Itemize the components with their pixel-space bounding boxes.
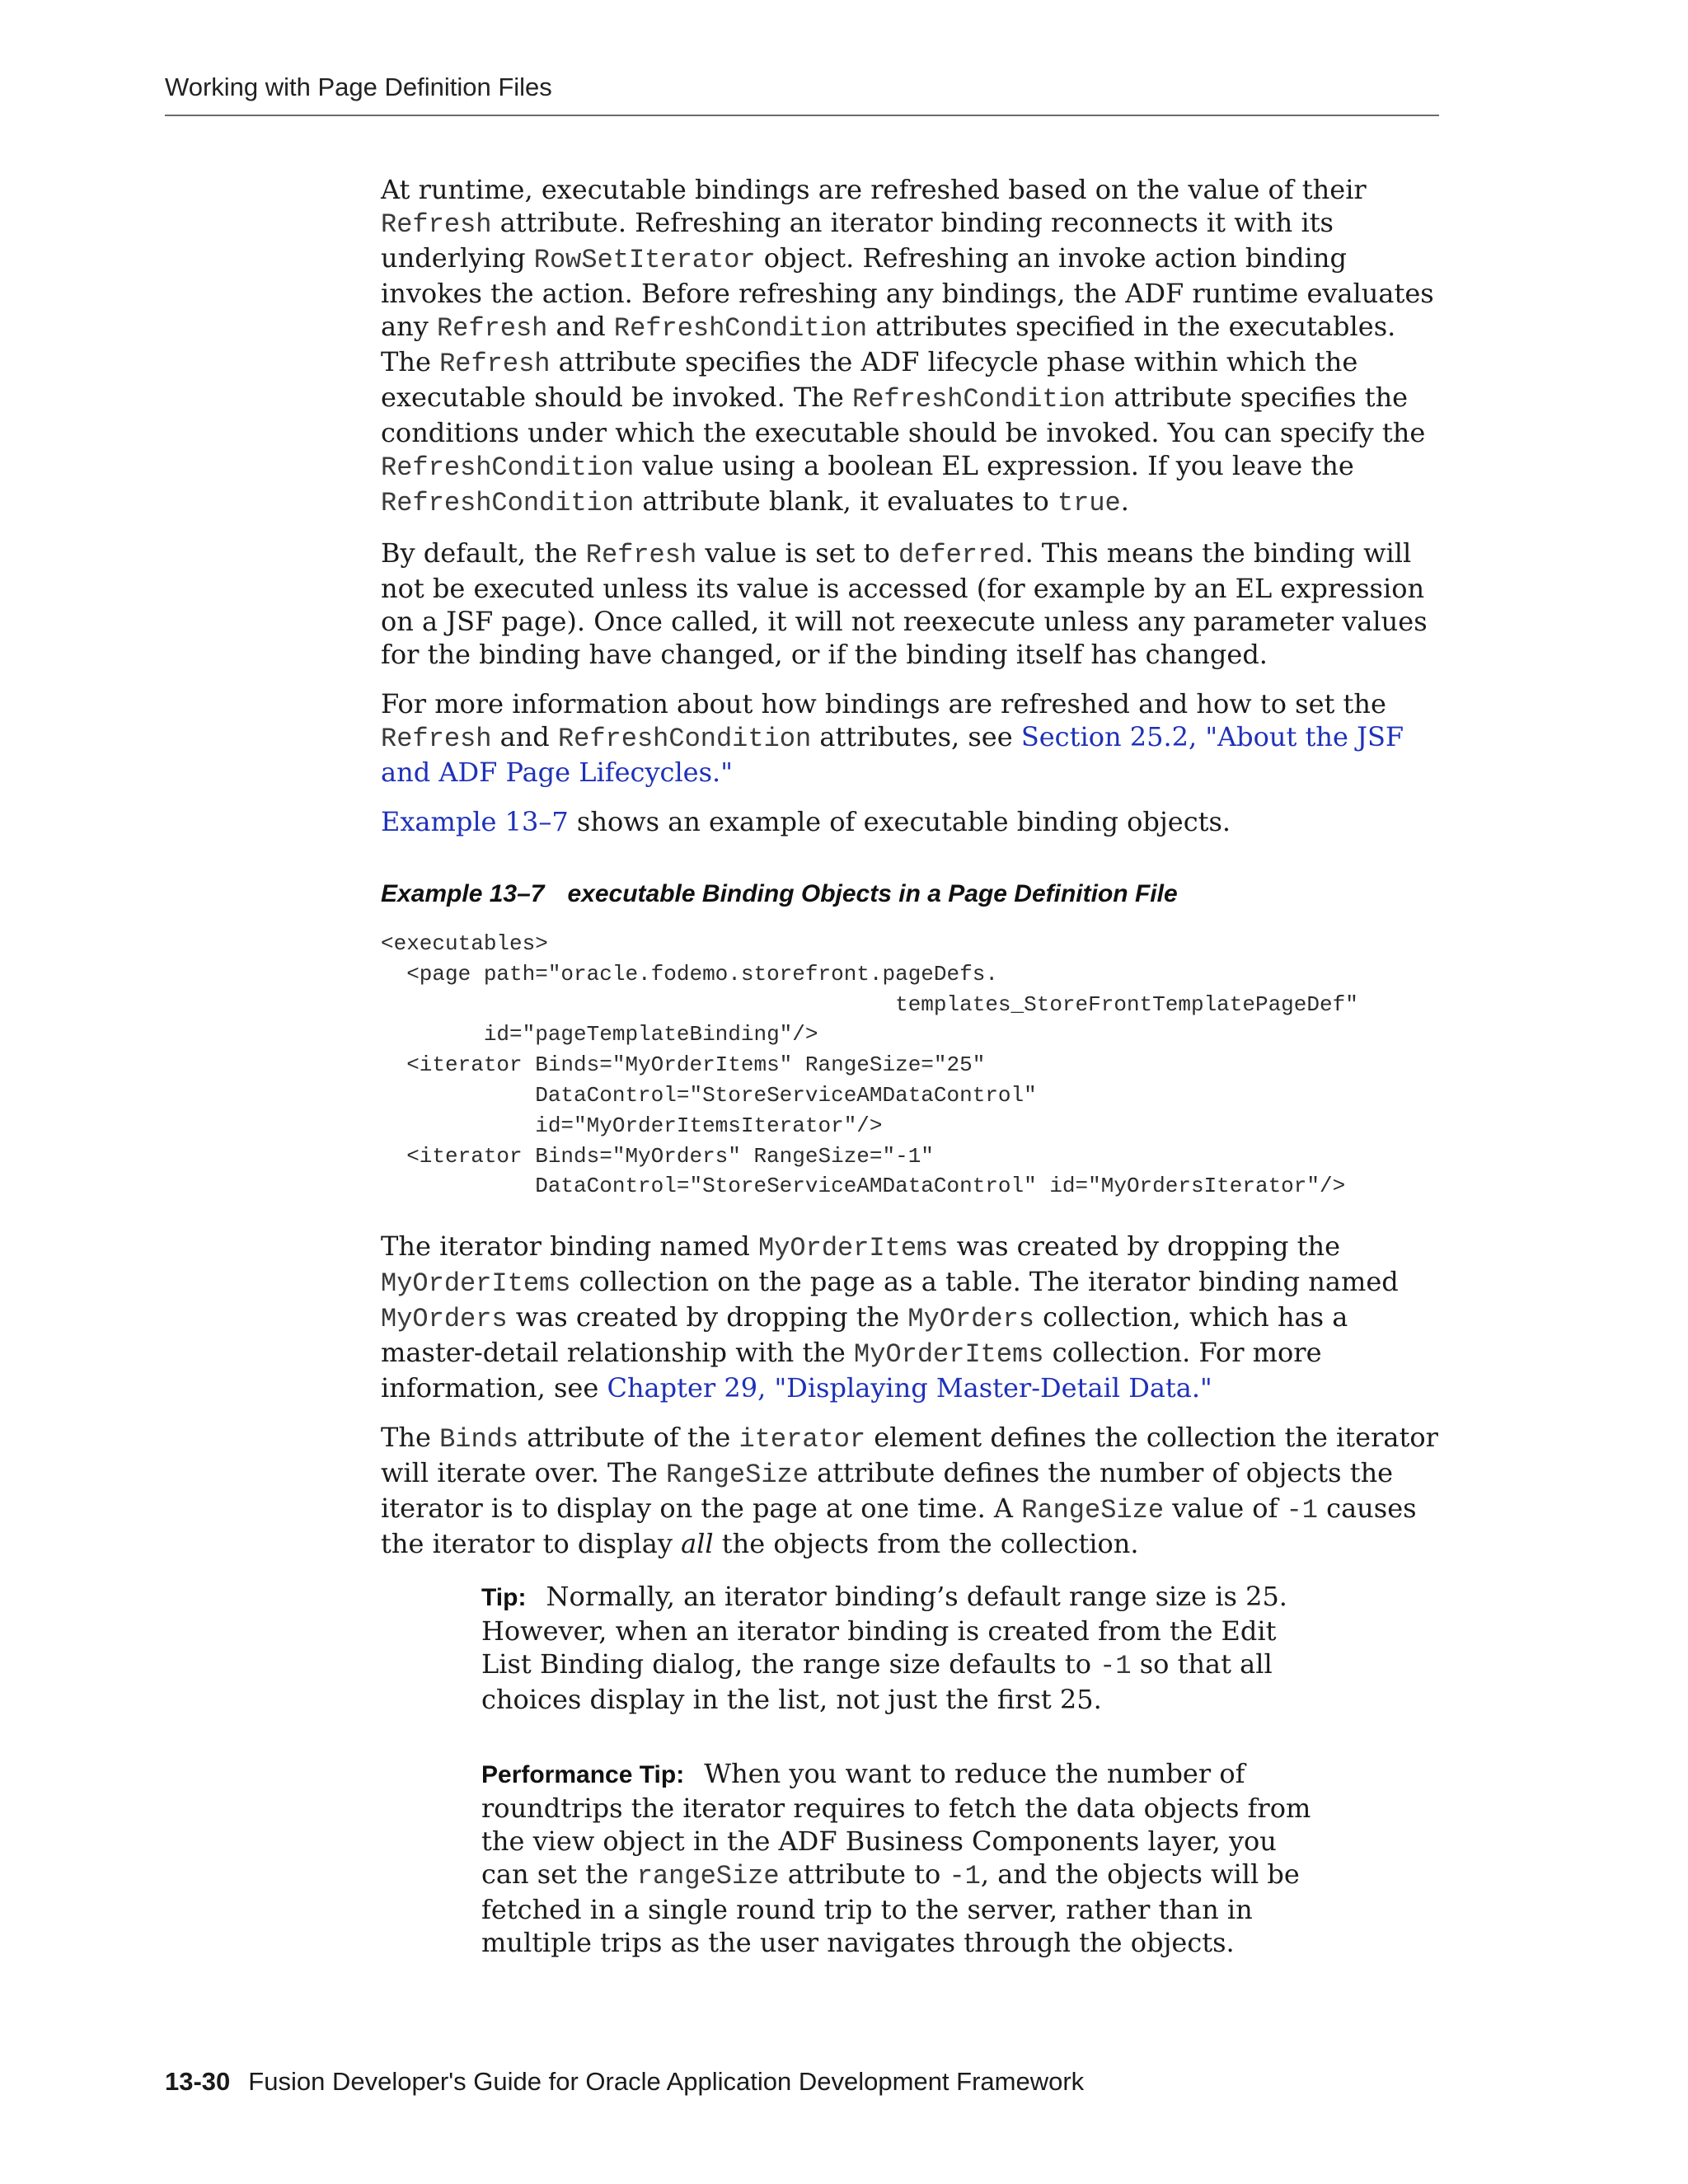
paragraph-binds-attribute: The Binds attribute of the iterator element defines the collection the iterator will iterate over. The RangeSize attribute defines the number of objects the iterator is to display on the page at one time. A RangeSize value of -1 causes the iterator to display all the objects from the collection.	[381, 1422, 1438, 1560]
code-myorderitems: MyOrderItems	[381, 1268, 571, 1300]
paragraph-refresh-overview: At runtime, executable bindings are refreshed based on the value of their Refresh attribute. Refreshing an iterator binding reconnects it with its underlying RowSetIterator object. Refreshing an invoke action binding invokes the action. Before refreshing any bindings, the ADF runtime evaluates any Refresh and RefreshCondition attributes specified in the executables. The Refresh attribute specifies the ADF lifecycle phase within which the executable should be invoked. The RefreshCondition attribute specifies the conditions under which the executable should be invoked. You can specify the RefreshCondition value using a boolean EL expression. If you leave the RefreshCondition attribute blank, it evaluates to true.	[381, 174, 1434, 518]
code-iterator: iterator	[738, 1424, 866, 1455]
code-refresh: Refresh	[381, 209, 492, 240]
code-refreshcondition: RefreshCondition	[381, 488, 635, 518]
paragraph-more-info: For more information about how bindings are refreshed and how to set the Refresh and RefreshCondition attributes, see Section 25.2, "About the JSF and ADF Page Lifecycles."	[381, 688, 1404, 788]
tip-label: Tip:	[481, 1584, 527, 1612]
running-header: Working with Page Definition Files	[165, 73, 552, 101]
code-refresh: Refresh	[439, 349, 551, 379]
code-myorderitems: MyOrderItems	[854, 1339, 1044, 1371]
page-footer	[165, 2067, 1084, 2097]
link-chapter-29[interactable]: Chapter 29, "Displaying Master-Detail Data."	[607, 1372, 1212, 1404]
code-myorders: MyOrders	[907, 1304, 1034, 1335]
page-number: 13-30	[165, 2067, 231, 2096]
code-true: true	[1057, 488, 1121, 518]
code-myorderitems: MyOrderItems	[758, 1233, 949, 1264]
paragraph-default-refresh: By default, the Refresh value is set to deferred. This means the binding will not be executed unless its value is accessed (for example by an EL expression on a JSF page). Once called, it will not reexecute unless any parameter values for the binding have changed, or if the binding itself has changed.	[381, 537, 1428, 670]
example-title	[381, 878, 1452, 911]
example-caption: executable Binding Objects in a Page Definition File	[567, 880, 1178, 907]
code-minus-one: -1	[1286, 1495, 1318, 1526]
emphasis-all: all	[681, 1528, 714, 1560]
performance-tip-note: Performance Tip: When you want to reduce the number of roundtrips the iterator requires to fetch the data objects from the view object in the ADF Business Components layer, you can set the rangeSize attribute to -1, and the objects will be fetched in a single round trip to the server, rather than in multiple trips as the user navigates through the objects.	[481, 1758, 1311, 1959]
code-myorders: MyOrders	[381, 1304, 508, 1335]
code-refresh: Refresh	[436, 313, 548, 344]
header-rule	[165, 115, 1439, 116]
code-example-block: <executables> <page path="oracle.fodemo.storefront.pageDefs. templates_StoreFrontTemplatePageDef" id="pageTemplateBinding"/> <iterator Binds="MyOrderItems" RangeSize="25" DataControl="StoreServiceAMDataControl" id="MyOrderItemsIterator"/> <iterator Binds="MyOrders" RangeSize="-1" DataControl="StoreServiceAMDataControl" id="MyOrdersIterator"/>	[381, 931, 1358, 1199]
code-deferred: deferred	[898, 540, 1025, 570]
paragraph-example-ref: Example 13–7 shows an example of executable binding objects.	[381, 806, 1231, 837]
book-title: Fusion Developer's Guide for Oracle Application Development Framework	[248, 2067, 1085, 2096]
link-section-25-2[interactable]: Section 25.2, "About the JSF and ADF Page Lifecycles."	[381, 721, 1404, 788]
code-refreshcondition: RefreshCondition	[381, 452, 635, 483]
code-refreshcondition: RefreshCondition	[557, 724, 812, 754]
tip-note: Tip: Normally, an iterator binding’s default range size is 25. However, when an iterator binding is created from the Edit List Binding dialog, the range size defaults to -1 so that all choices display in the list, not just the first 25.	[481, 1581, 1287, 1716]
code-minus-one: -1	[949, 1861, 981, 1892]
code-binds: Binds	[439, 1424, 519, 1455]
code-refreshcondition: RefreshCondition	[613, 313, 868, 344]
link-example-13-7[interactable]: Example 13–7	[381, 806, 569, 837]
page-body	[381, 173, 1452, 1959]
code-refresh: Refresh	[585, 540, 697, 570]
code-minus-one: -1	[1100, 1651, 1132, 1682]
code-refreshcondition: RefreshCondition	[852, 384, 1106, 415]
paragraph-iterator-binding: The iterator binding named MyOrderItems was created by dropping the MyOrderItems collection on the page as a table. The iterator binding named MyOrders was created by dropping the MyOrders collection, which has a master-detail relationship with the MyOrderItems collection. For more information, see Chapter 29, "Displaying Master-Detail Data."	[381, 1230, 1399, 1404]
code-rangesize: RangeSize	[666, 1460, 809, 1491]
code-refresh: Refresh	[381, 724, 492, 754]
performance-tip-label: Performance Tip:	[481, 1761, 685, 1789]
code-rowsetiterator: RowSetIterator	[533, 245, 756, 275]
code-rangesize: RangeSize	[1021, 1495, 1165, 1526]
code-rangesize-attr: rangeSize	[636, 1861, 780, 1892]
example-number: Example 13–7	[381, 880, 545, 907]
